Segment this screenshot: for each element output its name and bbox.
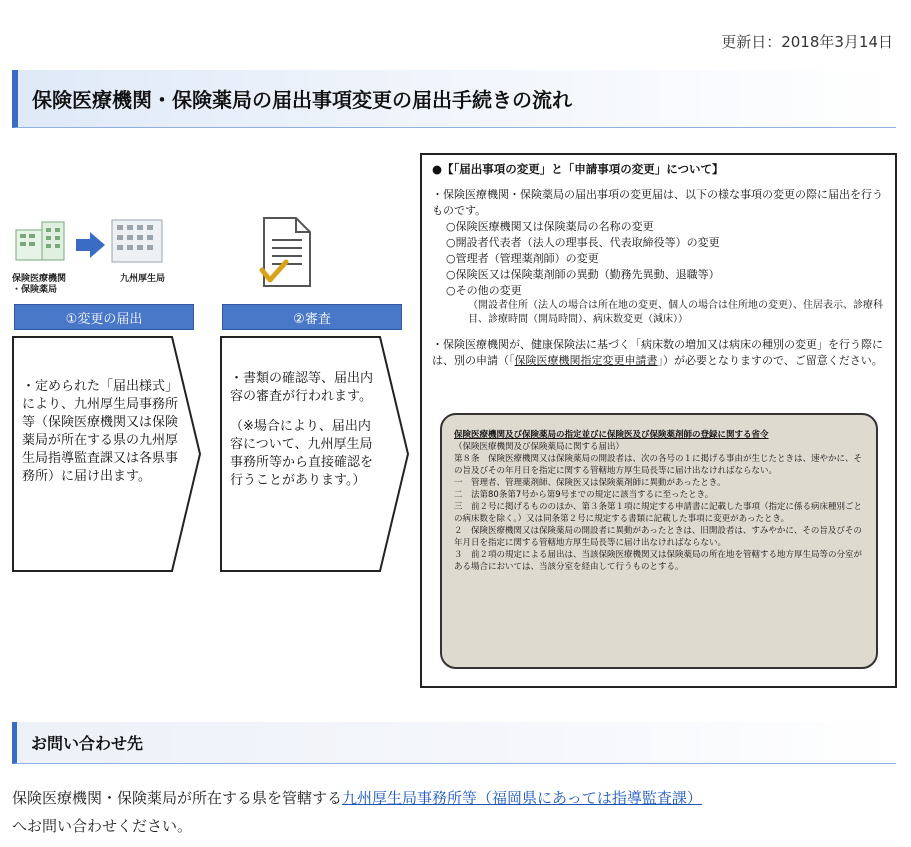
contact-text-after: へお問い合わせください。 <box>12 817 193 835</box>
contact-text <box>12 784 896 840</box>
notice-item: ○その他の変更 <box>446 284 522 297</box>
law-paragraph: ２ 保険医療機関又は保険薬局の開設者に異動があったときは、旧開設者は、すみやかに、その旨及びその年月日を指定に関する管轄地方厚生局長等に届け出なければならない。 <box>454 526 862 548</box>
law-item: 二 法第80条第7号から第9号までの規定に該当するに至ったとき。 <box>454 490 714 500</box>
notice-para2-b: 」）が必要となりますので、ご留意ください。 <box>657 354 883 367</box>
document-check-icon <box>256 214 318 292</box>
law-subtitle: （保険医療機関及び保険薬局に関する届出） <box>454 442 625 452</box>
law-article8: 第８条 保険医療機関又は保険薬局の開設者は、次の各号の１に掲げる事由が生じたときは、速やかに、その旨及びその年月日を指定に関する管轄地方厚生局長等に届け出なければならない。 <box>454 454 863 476</box>
notice-other-detail: （開設者住所（法人の場合は所在地の変更、個人の場合は住所地の変更）、住居表示、診療科目、診療時間（開局時間）、病床数変更（減床）） <box>468 300 883 325</box>
arrow-right-icon <box>76 230 106 260</box>
step2-label: ②審査 <box>222 304 402 330</box>
law-item: 三 前２号に掲げるもののほか、第３条第１項に規定する申請書に記載した事項（指定に係る病床種別ごとの病床数を除く。）又は同条第２号に規定する書類に記載した事項に変更があったとき。 <box>454 502 863 524</box>
contact-text-before: 保険医療機関・保険薬局が所在する県を管轄する <box>12 789 343 807</box>
contact-heading <box>12 722 896 764</box>
step1-text: ・定められた「届出様式」により、九州厚生局事務所等（保険医療機関又は保険薬局が所在する県の九州厚生局指導監査課又は各県事務所）に届け出ます。 <box>22 379 179 484</box>
procedure-flow-figure <box>10 150 900 690</box>
page-title-text: 保険医療機関・保険薬局の届出事項変更の届出手続きの流れ <box>32 88 572 112</box>
step2-text <box>230 370 380 490</box>
step1-label: ①変更の届出 <box>14 304 194 330</box>
page-title <box>12 70 896 128</box>
law-item: 一 管理者、管理薬剤師、保険医又は保険薬剤師に異動があったとき。 <box>454 478 726 488</box>
contact-heading-text: お問い合わせ先 <box>31 734 144 753</box>
notice-item: ○開設者代表者（法人の理事長、代表取締役等）の変更 <box>446 236 720 249</box>
notice-para2-a: ・保険医療機関が、健康保険法に基づく「病床数の増加又は病床の種別の変更」を行う際には、別の申請（「 <box>432 338 883 367</box>
notice-para2 <box>432 337 885 369</box>
applicant-label-line2: ・保険薬局 <box>12 285 58 295</box>
law-excerpt-box <box>440 413 878 669</box>
bureau-label: 九州厚生局 <box>120 274 166 284</box>
contact-office-link[interactable]: 九州厚生局事務所等（福岡県にあっては指導監査課） <box>342 789 702 807</box>
step2-text-1: ・書類の確認等、届出内容の審査が行われます。 <box>230 371 374 404</box>
hospital-icon <box>12 216 76 266</box>
notice-box <box>420 153 897 688</box>
notice-title: ●【「届出事項の変更」と「申請事項の変更」について】 <box>432 162 724 176</box>
applicant-label-line1: 保険医療機関 <box>12 274 67 284</box>
law-title: 保険医療機関及び保険薬局の指定並びに保険医及び保険薬剤師の登録に関する省令 <box>454 430 769 440</box>
notice-intro: ・保険医療機関・保険薬局の届出事項の変更届は、以下の様な事項の変更の際に届出を行うものです。 <box>432 188 883 217</box>
applicant-label <box>12 274 66 296</box>
office-building-icon <box>108 216 168 266</box>
notice-item: ○保険医療機関又は保険薬局の名称の変更 <box>446 220 654 233</box>
notice-item: ○管理者（管理薬剤師）の変更 <box>446 252 599 265</box>
updated-date: 更新日：2018年3月14日 <box>721 33 893 51</box>
law-paragraph: ３ 前２項の規定による届出は、当該保険医療機関又は保険薬局の所在地を管轄する地方厚生局等の分室がある場合においては、当該分室を経由して行うものとする。 <box>454 550 863 572</box>
step2-text-2: （※場合により、届出内容について、九州厚生局事務所等から直接確認を行うことがあります。） <box>230 419 374 488</box>
notice-para2-form-name: 保険医療機関指定変更申請書 <box>514 354 658 367</box>
notice-item: ○保険医又は保険薬剤師の異動（勤務先異動、退職等） <box>446 268 720 281</box>
